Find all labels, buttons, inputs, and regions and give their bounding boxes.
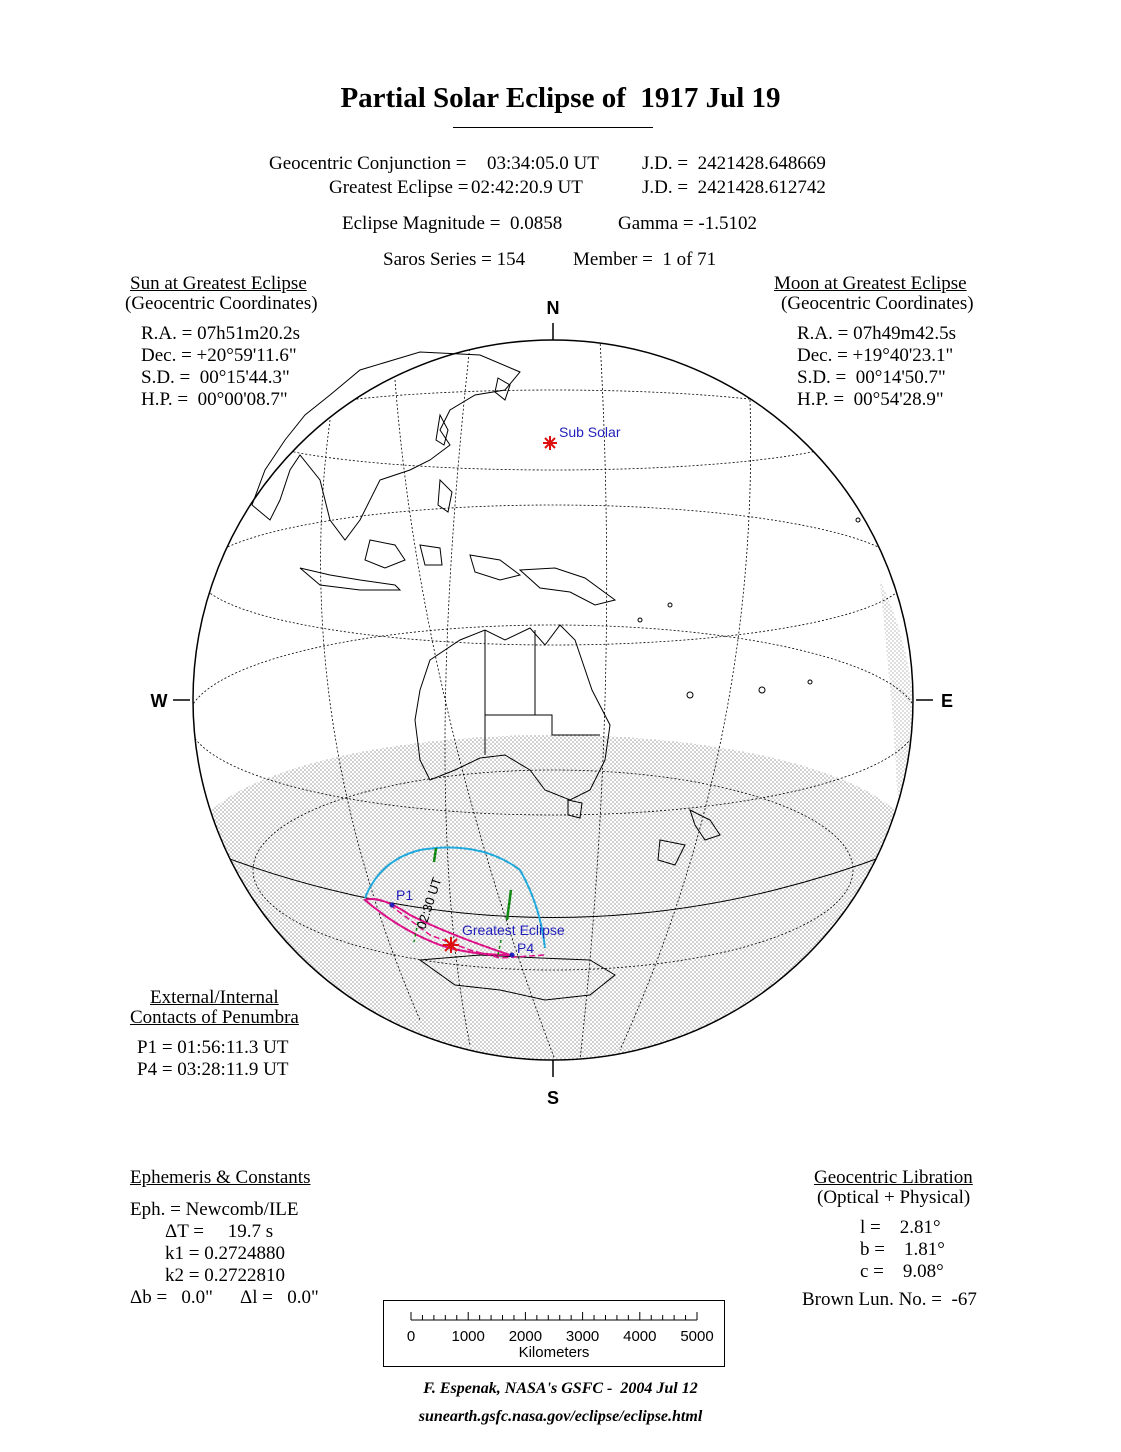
greatest-eclipse-jd: J.D. = 2421428.612742 bbox=[642, 177, 826, 198]
sun-heading: Sun at Greatest Eclipse bbox=[130, 273, 307, 294]
greatest-eclipse-label: Greatest Eclipse = bbox=[329, 177, 469, 198]
credit-author: F. Espenak, NASA's GSFC - 2004 Jul 12 bbox=[423, 1380, 698, 1397]
sun-dec: Dec. = +20°59'11.6" bbox=[141, 345, 297, 366]
compass-east: E bbox=[940, 691, 954, 711]
greatest-eclipse-time: 02:42:20.9 UT bbox=[471, 177, 583, 198]
ephemeris-delta-t: ΔT = 19.7 s bbox=[165, 1221, 274, 1242]
libration-subheading: (Optical + Physical) bbox=[817, 1187, 971, 1208]
sub-solar-marker bbox=[543, 436, 557, 450]
moon-heading: Moon at Greatest Eclipse bbox=[774, 273, 967, 294]
scale-tick-label: 1000 bbox=[451, 1328, 485, 1345]
scale-tick-label: 5000 bbox=[680, 1328, 714, 1345]
sun-subheading: (Geocentric Coordinates) bbox=[125, 293, 318, 314]
compass-south: S bbox=[546, 1088, 560, 1108]
ephemeris-k2: k2 = 0.2722810 bbox=[165, 1265, 285, 1286]
ephemeris-eph: Eph. = Newcomb/ILE bbox=[130, 1199, 299, 1220]
sub-solar-label: Sub Solar bbox=[559, 424, 621, 440]
p4-point bbox=[510, 953, 515, 958]
compass-west: W bbox=[150, 691, 168, 711]
p1-point bbox=[390, 903, 395, 908]
eclipse-magnitude: Eclipse Magnitude = 0.0858 bbox=[342, 213, 563, 234]
contacts-heading-2: Contacts of Penumbra bbox=[130, 1007, 299, 1028]
saros-member: Member = 1 of 71 bbox=[573, 249, 717, 270]
greatest-eclipse-label: Greatest Eclipse bbox=[462, 922, 565, 938]
ephemeris-delta-b: Δb = 0.0" bbox=[130, 1287, 213, 1308]
moon-hp: H.P. = 00°54'28.9" bbox=[797, 389, 944, 410]
libration-c: c = 9.08° bbox=[860, 1261, 944, 1282]
credit-url: sunearth.gsfc.nasa.gov/eclipse/eclipse.html bbox=[418, 1408, 703, 1425]
brown-lunation: Brown Lun. No. = -67 bbox=[802, 1289, 977, 1310]
scale-unit: Kilometers bbox=[518, 1344, 590, 1361]
scale-tick-label: 4000 bbox=[623, 1328, 657, 1345]
scale-tick-label: 0 bbox=[406, 1328, 416, 1345]
libration-b: b = 1.81° bbox=[860, 1239, 945, 1260]
contact-p1: P1 = 01:56:11.3 UT bbox=[137, 1037, 289, 1058]
moon-subheading: (Geocentric Coordinates) bbox=[781, 293, 974, 314]
conjunction-time: 03:34:05.0 UT bbox=[487, 153, 599, 174]
ephemeris-delta-l: Δl = 0.0" bbox=[240, 1287, 319, 1308]
p4-label: P4 bbox=[517, 940, 535, 956]
contacts-heading-1: External/Internal bbox=[150, 987, 279, 1008]
time-tick-label: 02:30 UT bbox=[413, 875, 445, 931]
moon-sd: S.D. = 00°14'50.7" bbox=[797, 367, 946, 388]
page-title: Partial Solar Eclipse of 1917 Jul 19 bbox=[340, 82, 781, 114]
night-shading bbox=[193, 580, 913, 1205]
conjunction-jd: J.D. = 2421428.648669 bbox=[642, 153, 826, 174]
compass-north: N bbox=[546, 298, 560, 318]
moon-ra: R.A. = 07h49m42.5s bbox=[797, 323, 957, 344]
p1-label: P1 bbox=[396, 887, 414, 903]
contact-p4: P4 = 03:28:11.9 UT bbox=[137, 1059, 289, 1080]
saros-series: Saros Series = 154 bbox=[383, 249, 526, 270]
scale-tick-label: 2000 bbox=[508, 1328, 543, 1345]
ephemeris-heading: Ephemeris & Constants bbox=[130, 1167, 311, 1188]
conjunction-label: Geocentric Conjunction = bbox=[269, 153, 467, 174]
sun-ra: R.A. = 07h51m20.2s bbox=[141, 323, 301, 344]
sun-hp: H.P. = 00°00'08.7" bbox=[141, 389, 288, 410]
scale-tick-label: 3000 bbox=[565, 1328, 600, 1345]
moon-dec: Dec. = +19°40'23.1" bbox=[797, 345, 954, 366]
libration-l: l = 2.81° bbox=[860, 1217, 941, 1238]
gamma: Gamma = -1.5102 bbox=[618, 213, 757, 234]
greatest-eclipse-marker bbox=[443, 937, 459, 953]
ephemeris-k1: k1 = 0.2724880 bbox=[165, 1243, 285, 1264]
libration-heading: Geocentric Libration bbox=[814, 1167, 973, 1188]
sun-sd: S.D. = 00°15'44.3" bbox=[141, 367, 290, 388]
